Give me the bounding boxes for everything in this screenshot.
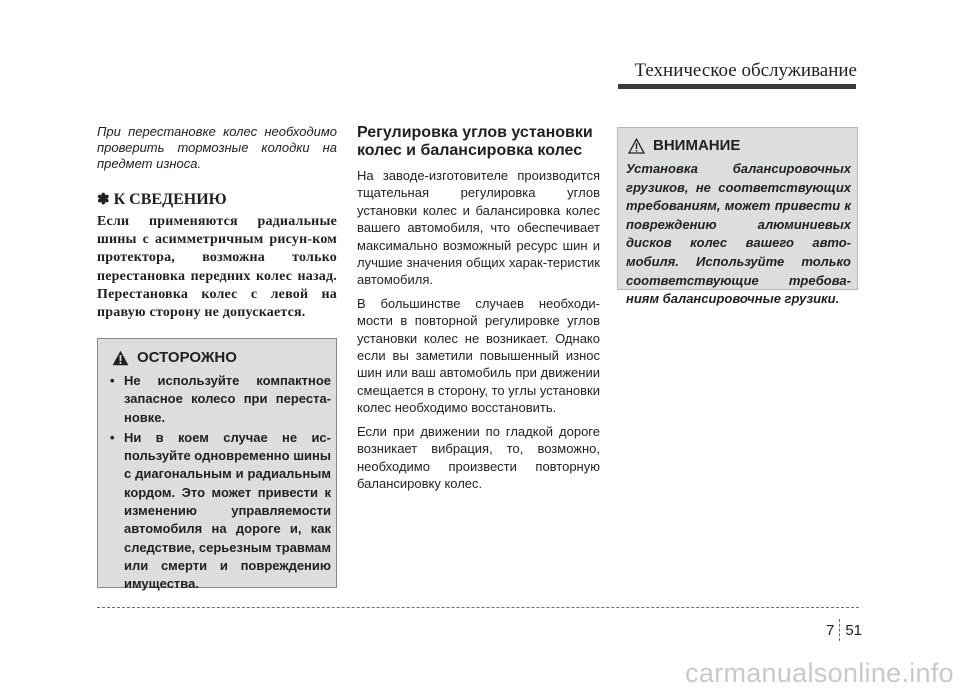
- watermark: carmanualsonline.info: [685, 658, 954, 688]
- caution-item-text: Не используйте компактное запасное колесо при переста-новке.: [124, 373, 331, 425]
- info-star-icon: ✽: [97, 192, 110, 208]
- notice-heading: [626, 137, 851, 154]
- caution-item: [110, 429, 331, 594]
- notice-body: Установка балансировочных грузиков, не соответствующих требованиям, может привести к повреждению алюминиевых дисков колес вашего авто-мобиля. Используйте только соответствующие требова-ниям балансировочные грузики.: [626, 161, 851, 307]
- bullet-icon: •: [110, 429, 115, 445]
- chapter-number: 7: [826, 621, 835, 639]
- caution-box: [97, 338, 337, 592]
- page-number: [826, 619, 862, 641]
- caution-heading: [110, 349, 331, 366]
- paragraph: Если при движении по гладкой дороге возникает вибрация, то, возможно, необходимо произвести повторную балансировку колес.: [357, 423, 600, 491]
- warning-outline-icon: [628, 138, 645, 154]
- bullet-icon: •: [110, 373, 115, 388]
- caution-item-text: Ни в коем случае не ис-пользуйте одновременно шины с диагональным и радиальным кордом. Это может привести к изменению управляемости автомобиля на дороге и, как следствие, серьезным травмам или смерти и повреждению имущества.: [124, 429, 331, 592]
- page-number-separator: [839, 619, 840, 641]
- left-column: [97, 124, 337, 322]
- footer-rule: [97, 607, 859, 608]
- notice-box: [617, 127, 858, 307]
- caution-item: [110, 372, 331, 427]
- info-heading: [97, 190, 337, 209]
- section-title: Регулировка углов установки колес и балансировка колес: [357, 124, 593, 159]
- page-header-title: Техническое обслуживание: [634, 60, 857, 81]
- caution-list: [110, 372, 331, 594]
- warning-triangle-icon: [112, 350, 129, 366]
- paragraph: На заводе-изготовителе производится тщательная регулировка углов установки колес и балансировка колес вашего автомобиля, что обеспечивает максимально возможный ресурс шин и лучшие значения общих харак-теристик автомобиля.: [357, 168, 600, 288]
- middle-column: [357, 124, 600, 498]
- info-title: К СВЕДЕНИЮ: [113, 191, 227, 208]
- notice-title: ВНИМАНИЕ: [653, 137, 741, 154]
- paragraph: В большинстве случаев необходи-мости в повторной регулировке углов установки колес не возникает. Однако если вы заметили повышенный износ шин или ваш автомобиль при движении смещается в сторону, то углы установки колес необходимо восстановить.: [357, 295, 600, 416]
- intro-note: При перестановке колес необходимо проверить тормозные колодки на предмет износа.: [97, 124, 337, 171]
- header-rule: [618, 84, 856, 89]
- caution-title: ОСТОРОЖНО: [137, 349, 237, 366]
- page-number-value: 51: [845, 621, 863, 639]
- info-body: Если применяются радиальные шины с асимметричным рисун-ком протектора, возможна только перестановка передних колес назад. Перестановка колес с левой на правую сторону не допускается.: [97, 214, 337, 321]
